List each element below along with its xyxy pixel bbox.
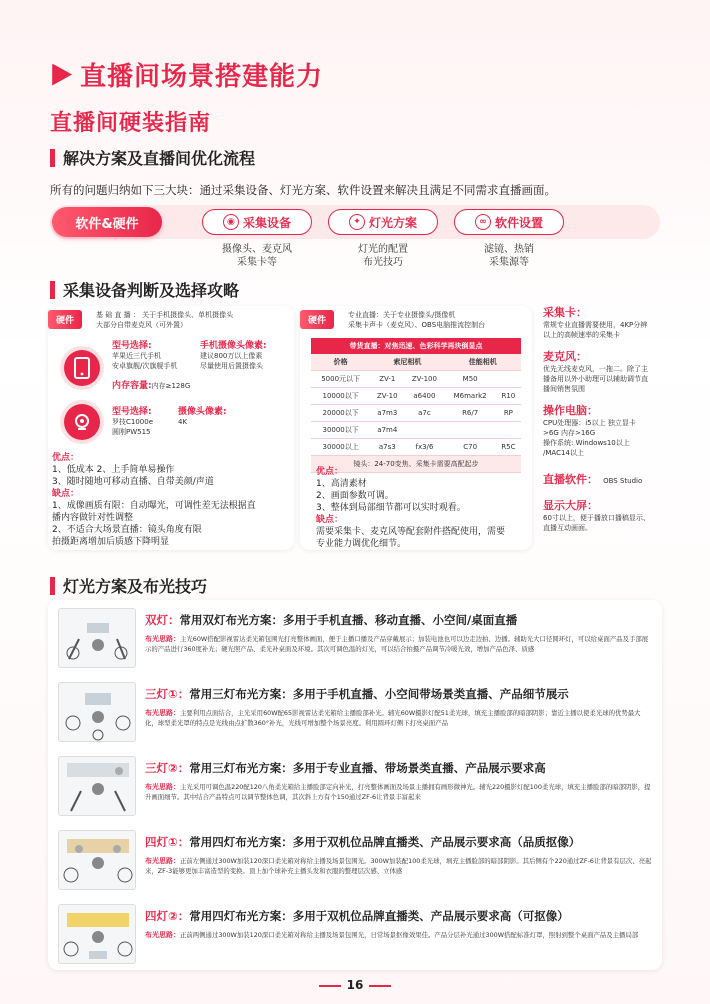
software-hardware-pill: 软件&硬件 bbox=[52, 207, 162, 237]
bulb-icon: ✦ bbox=[349, 214, 365, 230]
pro-live-heading: 专业直播：关于专业摄像头/摄像机 采集卡声卡（麦克风）、OBS电脑推流控制台 bbox=[348, 311, 486, 329]
pill-sub-capture: 摄像头、麦克风 采集卡等 bbox=[222, 244, 292, 268]
webcam-specs: 型号选择: 罗技C1000e 圆刚PW515 摄像头像素: 4K bbox=[112, 407, 227, 436]
section1-intro: 所有的问题归纳如下三大块：通过采集设备、灯光方案、软件设置来解决且满足不同需求直播画面。 bbox=[50, 183, 556, 197]
webcam-icon bbox=[64, 404, 100, 440]
basic-pros-cons: 优点： 1、低成本 2、上手简单易操作 3、随时随地可移动直播、自带美颜/声道 缺点： 1、成像画质有限：自动曝光，可调性差无法根据直 播内容做针对性调整 2、不适合大场景直播：镜头角度有限 拍摄距离增加后质感下降明显 bbox=[52, 453, 256, 547]
lighting-diagram-thumbnail bbox=[58, 756, 136, 816]
hardware-tag: 硬件 bbox=[48, 310, 82, 329]
side-software: 直播软件： OBS Studio bbox=[543, 473, 643, 486]
pill-software: ∞ 软件设置 bbox=[454, 209, 564, 235]
link-icon: ∞ bbox=[475, 214, 491, 230]
section-heading-capture: 采集设备判断及选择攻略 bbox=[50, 278, 239, 301]
table-row: 10000以下 ZV-10 a6400 M6mark2 R10 bbox=[311, 388, 521, 405]
side-specs bbox=[543, 304, 663, 533]
pill-sub-software: 滤镜、热销 采集源等 bbox=[484, 244, 534, 268]
page-number: 16 bbox=[0, 978, 710, 992]
lighting-item-quad-2: 四灯②：常用四灯布光方案：多用于双机位品牌直播类、产品展示要求高（可抠像） 布光思路：正前两侧通过300W加装120深口柔光箱对称给主播及场景包围光，日常场景抠像效果佳。产品分层补光通过300W搭配标准灯罩，照射到整个桌面产品及主播局部 bbox=[50, 900, 660, 968]
play-icon bbox=[50, 64, 72, 86]
lighting-diagram-thumbnail bbox=[58, 904, 136, 964]
hardware-tag-pro: 硬件 bbox=[300, 310, 334, 329]
page-title: 直播间场景搭建能力 bbox=[50, 56, 323, 93]
basic-live-heading: 基 础 直 播 ： 关于手机摄像头、单机摄像头 大部分自带麦克风（可外置） bbox=[96, 311, 234, 329]
camera-icon: ◉ bbox=[223, 214, 239, 230]
lighting-item-quad-1: 四灯①：常用四灯布光方案：多用于双机位品牌直播类、产品展示要求高（品质抠像） 布光思路：正前左侧通过300W加装120深口柔光箱对称给主播及场景包围光。300W加装配100柔光球，填充主播脸部的暗部阴影。其后侧有个220通过ZF-6让背景有层次、亮起来，ZF-3能够更加丰富造型的变换。顶上加个球补充主播头发和衣服的整理层次感、立体感 bbox=[50, 826, 660, 894]
pill-lighting: ✦ 灯光方案 bbox=[328, 209, 438, 235]
pill-capture-device: ◉ 采集设备 bbox=[202, 209, 312, 235]
pro-live-card bbox=[300, 306, 532, 550]
lighting-diagram-thumbnail bbox=[58, 608, 136, 668]
section-heading-solutions: 解决方案及直播间优化流程 bbox=[50, 146, 255, 169]
lighting-diagram-thumbnail bbox=[58, 830, 136, 890]
page-subtitle: 直播间硬装指南 bbox=[50, 111, 212, 136]
side-microphone: 麦克风： 优先无线麦克风，一拖二。除了主 播备用以外小助理可以辅助调节直 播间销售氛围 bbox=[543, 350, 648, 393]
table-row: 20000以下 a7m3 a7c R6/7 RP bbox=[311, 405, 521, 422]
table-row: 5000元以下 ZV-1 ZV-100 M50 bbox=[311, 371, 521, 388]
phone-specs: 型号选择: 苹果近三代手机 安卓旗舰/次旗舰手机 手机摄像头像素: 建议800万以上像素 尽量使用后置摄像头 内存容量:内存≥128G bbox=[112, 341, 267, 391]
lighting-item-double: 双灯：常用双灯布光方案：多用于手机直播、移动直播、小空间/桌面直播 布光思路：主光60W搭配影视雷达柔光箱包围光打亮整体画面，便于主播口播及产品穿戴展示；加装电池也可以边走边拍、边播。辅助光大口径圆环灯，可以给桌面产品及手部展示的产品进行360度补光；硬光照产品、柔光补桌面及环境。其次可调色温的灯光，可以结合拍摄产品调节冷暖光效，增加产品色泽、质感 bbox=[50, 604, 660, 672]
side-capture-card: 采集卡： 常规专业直播需要使用，4KP分辨 以上的高帧速率的采集卡 bbox=[543, 306, 648, 339]
lighting-item-triple-2: 三灯②：常用三灯布光方案：多用于专业直播、带场景类直播、产品展示要求高 布光思路：主光采用可调色温220配120八角柔光箱给主播脸部定向补光，打亮整体画面及场景主播拥有画形微神光。辅光220摄影灯配100柔光球，填充主播脸部的暗部阴影，提升画面细节。其中结合产品特点可以调节整体色调，其次斜上方有个150通过ZF-6让背景丰富起来 bbox=[50, 752, 660, 820]
phone-icon bbox=[64, 350, 100, 386]
solution-pill-row bbox=[50, 205, 660, 239]
section-heading-lighting: 灯光方案及布光技巧 bbox=[50, 574, 207, 597]
lighting-diagram-thumbnail bbox=[58, 682, 136, 742]
table-row: 30000以下 a7m4 bbox=[311, 422, 521, 439]
pro-pros-cons: 优点： 1、高清素材 2、画面参数可调。 3、整体到局部细节都可以实时观看。 缺点： 需要采集卡、麦克风等配套附件搭配使用，需要 专业能力调优化细节。 bbox=[316, 467, 506, 549]
side-computer: 操作电脑： CPU处理器：i5以上 独立显卡 >6G 内存>16G 操作系统: Windows10以上 /MAC14以上 bbox=[543, 404, 636, 457]
basic-live-card bbox=[48, 306, 294, 550]
side-display: 显示大屏： 60寸以上，便于播放口播稿显示、 直播互动画面。 bbox=[543, 499, 650, 532]
pill-sub-lighting: 灯光的配置 布光技巧 bbox=[358, 244, 408, 268]
camera-price-table: 带货直播：对焦迅速、色彩科学再块倒显点 价格 索尼相机 佳能相机 5000元以下 ZV-1 ZV-100 M50 10000以下 ZV-10 a6400 M6mark2 R10 20000以下 a7m3 a7c R6/7 RP 30000以下 a7m4 30000以上 a7s3 fx3/6 C70 R5C 镜头：24-70变焦、采集卡需要高配起步 bbox=[311, 338, 521, 473]
lighting-item-triple-1: 三灯①：常用三灯布光方案：多用于手机直播、小空间带场景类直播、产品细节展示 布光思路：主要利用点面结合，主光采用60W配65影视雷达柔光箱给主播脸部补光。辅光60W摄影灯配51柔光球，填充主播脸部的暗部阴影；靠近主播以使柔光球的优势最大化，球型柔光罩的特点是光线由点扩散360°补光，光线可增加整个场景亮度。利用圆环灯侧下打亮桌面产品 bbox=[50, 678, 660, 746]
table-row: 30000以上 a7s3 fx3/6 C70 R5C bbox=[311, 439, 521, 456]
